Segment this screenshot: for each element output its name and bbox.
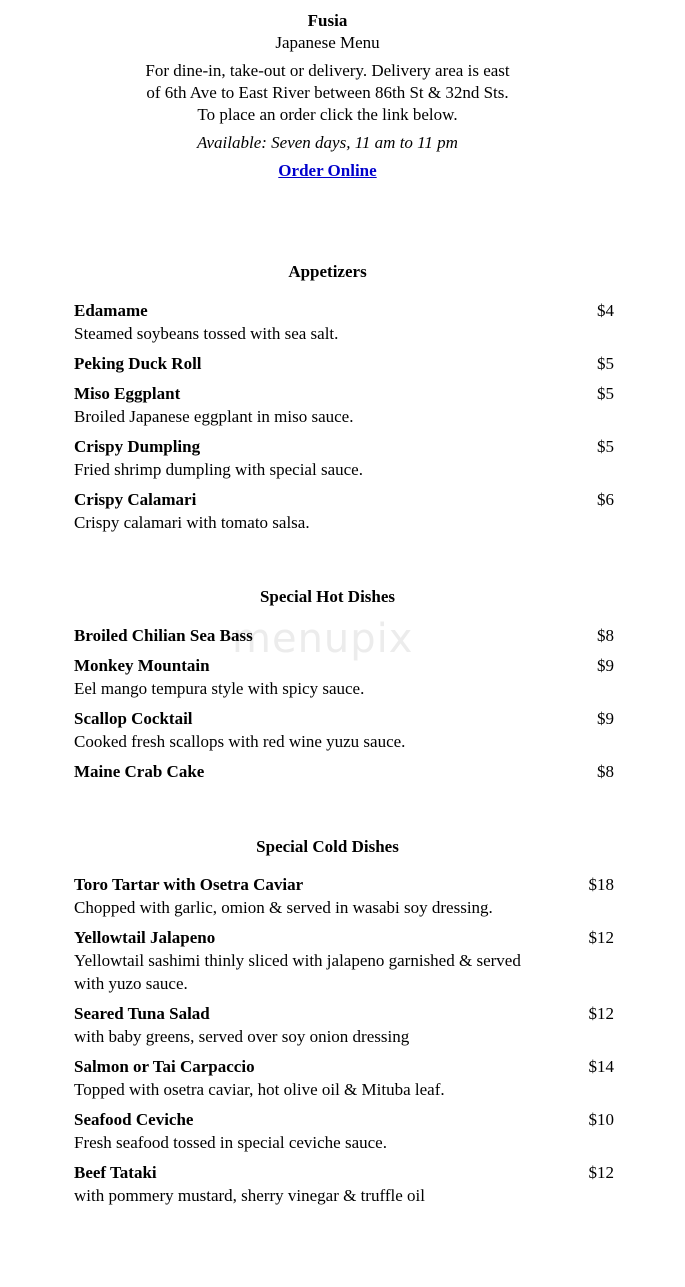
item-price: $12: [588, 1004, 614, 1023]
item-price: $5: [597, 437, 614, 456]
section-title-appetizers: Appetizers: [288, 262, 367, 281]
item-name: Peking Duck Roll: [74, 354, 202, 373]
menu-item: [74, 489, 614, 534]
menu-item: [74, 761, 614, 783]
item-name: Broiled Chilian Sea Bass: [74, 626, 253, 645]
menu-item: [74, 655, 614, 700]
menu-item: [74, 1109, 614, 1154]
section-cold-dishes: [74, 874, 614, 1215]
item-description: Yellowtail sashimi thinly sliced with jalapeno garnished & served with yuzo sauce.: [74, 951, 521, 993]
item-name: Beef Tataki: [74, 1163, 157, 1182]
item-price: $18: [588, 875, 614, 894]
menu-item: [74, 1056, 614, 1101]
menu-item: [74, 300, 614, 345]
item-description: Chopped with garlic, omion & served in wasabi soy dressing.: [74, 898, 493, 917]
section-title-hot-dishes: Special Hot Dishes: [259, 587, 396, 606]
item-name: Miso Eggplant: [74, 384, 181, 403]
item-price: $10: [588, 1110, 614, 1129]
section-appetizers: [74, 300, 614, 542]
menu-item: [74, 927, 614, 995]
menu-item: [74, 1162, 614, 1207]
item-name: Seafood Ceviche: [74, 1110, 194, 1129]
item-price: $5: [597, 354, 614, 373]
item-name: Maine Crab Cake: [74, 762, 205, 781]
item-description: Cooked fresh scallops with red wine yuzu sauce.: [74, 732, 406, 751]
item-price: $12: [588, 1163, 614, 1182]
order-online-link[interactable]: Order Online: [278, 161, 377, 180]
item-name: Crispy Calamari: [74, 490, 197, 509]
item-name: Toro Tartar with Osetra Caviar: [74, 875, 304, 894]
item-price: $6: [597, 490, 614, 509]
item-description: Topped with osetra caviar, hot olive oil & Mituba leaf.: [74, 1080, 445, 1099]
menu-header: [0, 10, 655, 182]
item-price: $12: [588, 928, 614, 947]
item-name: Monkey Mountain: [74, 656, 210, 675]
item-name: Crispy Dumpling: [74, 437, 201, 456]
item-description: Steamed soybeans tossed with sea salt.: [74, 324, 339, 343]
item-description: with baby greens, served over soy onion dressing: [74, 1027, 410, 1046]
menu-item: [74, 708, 614, 753]
hours-text: Available: Seven days, 11 am to 11 pm: [197, 133, 458, 152]
item-price: $14: [588, 1057, 614, 1076]
restaurant-name: Fusia: [307, 11, 348, 30]
intro-text: For dine-in, take-out or delivery. Delivery area is east of 6th Ave to East River between 86th St & 32nd Sts. To place an order click the link below.: [145, 61, 510, 124]
item-price: $4: [597, 301, 614, 320]
item-price: $8: [597, 762, 614, 781]
item-price: $8: [597, 626, 614, 645]
item-description: Fresh seafood tossed in special ceviche sauce.: [74, 1133, 387, 1152]
watermark-logo: menupix: [232, 616, 414, 662]
item-name: Edamame: [74, 301, 148, 320]
item-name: Yellowtail Jalapeno: [74, 928, 216, 947]
menu-item: [74, 436, 614, 481]
item-price: $9: [597, 656, 614, 675]
item-description: Eel mango tempura style with spicy sauce.: [74, 679, 365, 698]
item-description: Broiled Japanese eggplant in miso sauce.: [74, 407, 354, 426]
menu-item: [74, 353, 614, 375]
menu-subtitle: Japanese Menu: [275, 33, 380, 52]
item-price: $9: [597, 709, 614, 728]
item-description: Crispy calamari with tomato salsa.: [74, 513, 310, 532]
section-title-cold-dishes: Special Cold Dishes: [256, 837, 399, 856]
menu-item: [74, 874, 614, 919]
menu-item: [74, 625, 614, 647]
item-name: Seared Tuna Salad: [74, 1004, 210, 1023]
item-description: Fried shrimp dumpling with special sauce.: [74, 460, 363, 479]
item-price: $5: [597, 384, 614, 403]
menu-item: [74, 1003, 614, 1048]
item-name: Scallop Cocktail: [74, 709, 193, 728]
menu-item: [74, 383, 614, 428]
item-name: Salmon or Tai Carpaccio: [74, 1057, 255, 1076]
item-description: with pommery mustard, sherry vinegar & truffle oil: [74, 1186, 425, 1205]
section-hot-dishes: [74, 625, 614, 791]
